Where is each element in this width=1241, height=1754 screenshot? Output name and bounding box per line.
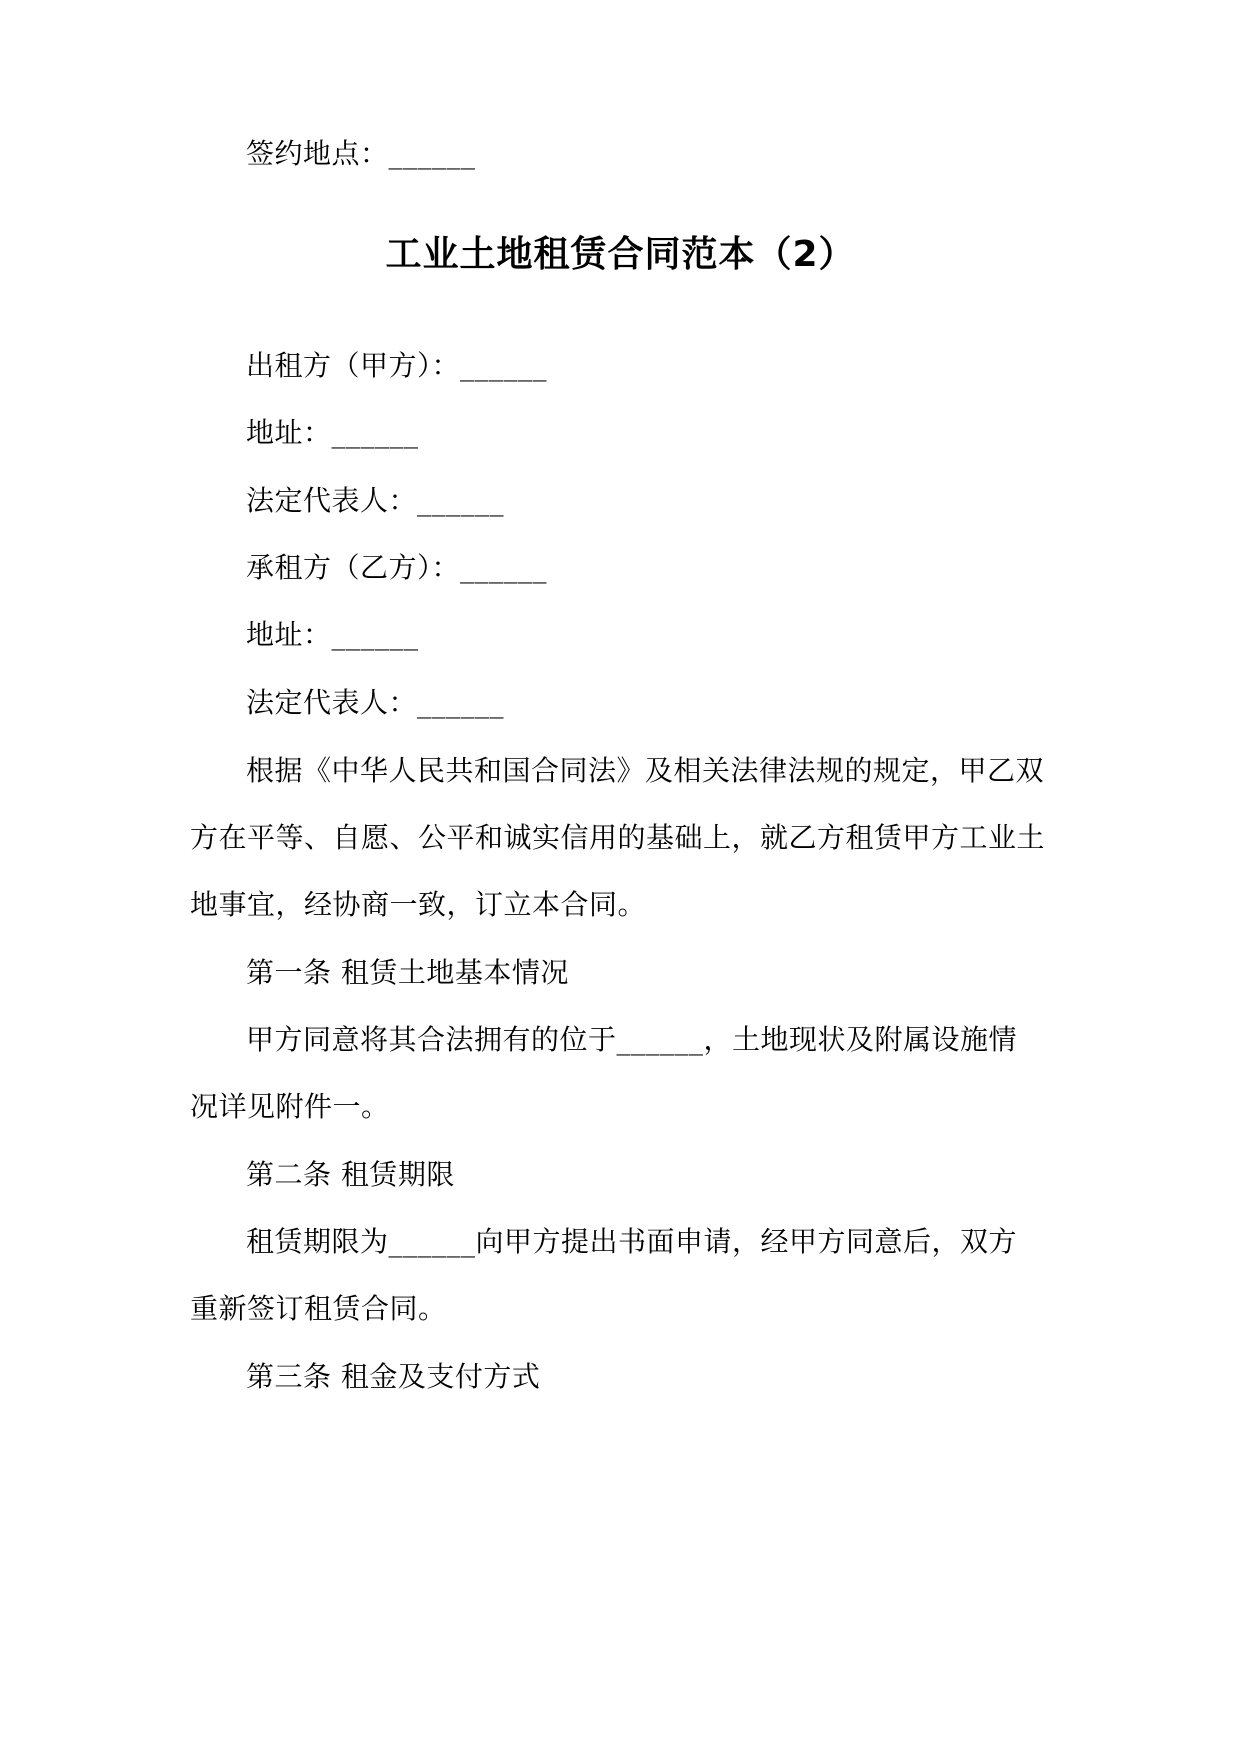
article-2-text-line-1: 租赁期限为______向甲方提出书面申请，经甲方同意后，双方 bbox=[246, 1225, 1018, 1258]
article-1-text-line-1: 甲方同意将其合法拥有的位于______，土地现状及附属设施情 bbox=[246, 1023, 1018, 1056]
article-1-text-line-2: 况详见附件一。 bbox=[190, 1090, 390, 1123]
signing-location-line: 签约地点：______ bbox=[246, 137, 476, 170]
article-2-text-line-2: 重新签订租赁合同。 bbox=[190, 1292, 447, 1325]
preamble-line-3: 地事宜，经协商一致，订立本合同。 bbox=[190, 888, 647, 921]
preamble-line-2: 方在平等、自愿、公平和诚实信用的基础上，就乙方租赁甲方工业土 bbox=[190, 821, 1046, 854]
lessee-address-line: 地址：______ bbox=[246, 618, 419, 651]
preamble-line-1: 根据《中华人民共和国合同法》及相关法律法规的规定，甲乙双 bbox=[246, 754, 1045, 787]
article-2-heading: 第二条 租赁期限 bbox=[246, 1158, 455, 1191]
lessor-line: 出租方（甲方）：______ bbox=[246, 349, 548, 382]
lessee-line: 承租方（乙方）：______ bbox=[246, 551, 548, 584]
lessor-address-line: 地址：______ bbox=[246, 416, 419, 449]
lessee-representative-line: 法定代表人：______ bbox=[246, 686, 505, 719]
article-1-heading: 第一条 租赁土地基本情况 bbox=[246, 956, 569, 989]
document-title: 工业土地租赁合同范本（2） bbox=[385, 234, 856, 275]
article-3-heading: 第三条 租金及支付方式 bbox=[246, 1360, 541, 1393]
lessor-representative-line: 法定代表人：______ bbox=[246, 484, 505, 517]
